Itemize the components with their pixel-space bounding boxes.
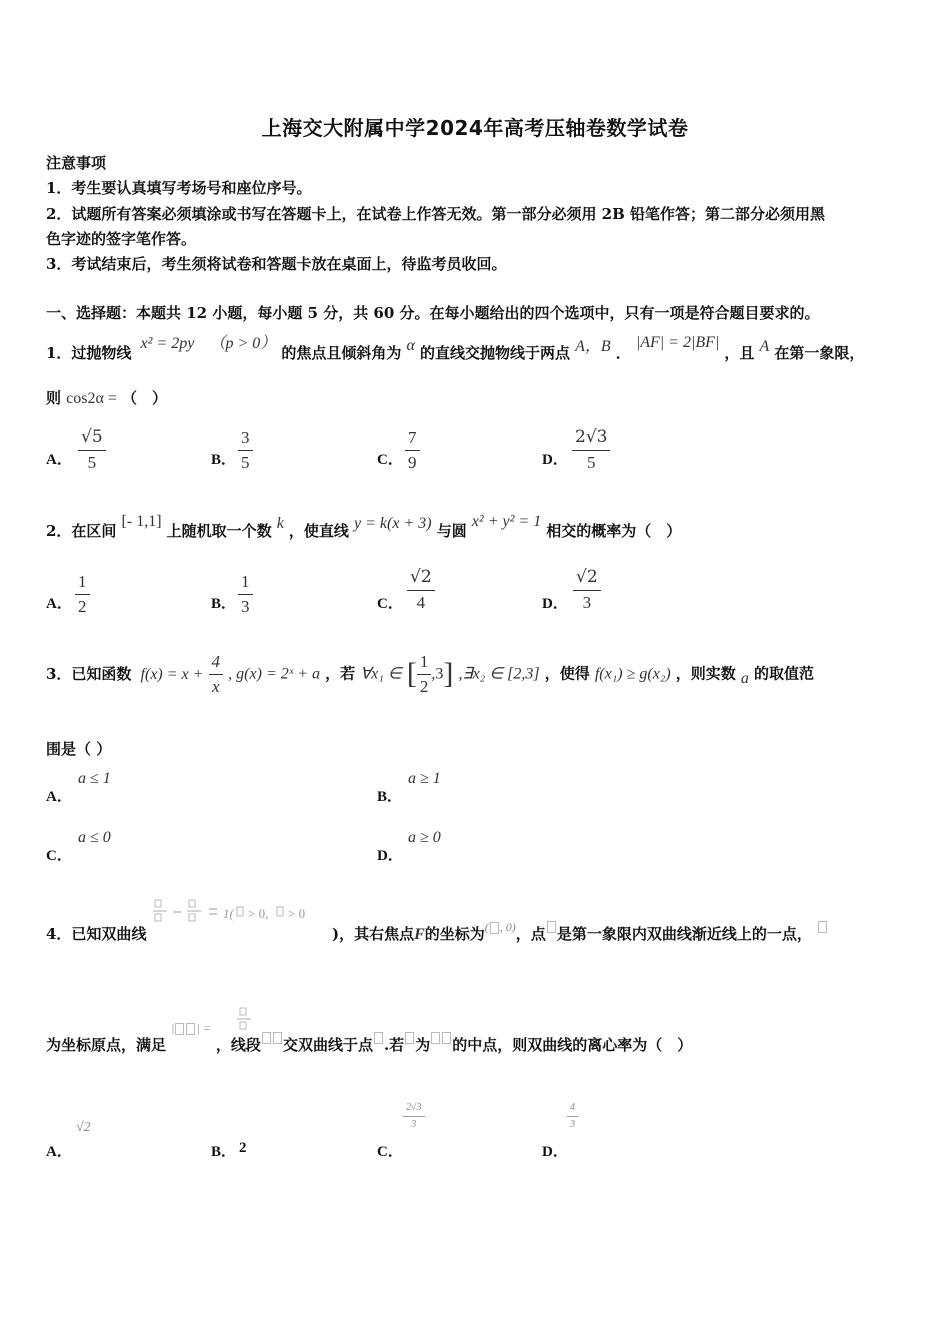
q4-text-6: 为坐标原点，满足 [46,1036,167,1054]
question-1-stem-cont [46,387,167,408]
q4-text-8: 交双曲线于点 [282,1036,373,1054]
question-4-stem-cont: 为坐标原点，满足 | | = ，线段 交双曲线于点 .若 为 的中点，则双曲线的离心率为（ ） [46,1021,693,1054]
q1-option-a[interactable] [78,428,106,472]
q4-text-10: 为 [415,1036,431,1054]
svg-text:> 0: > 0 [288,906,306,921]
q4-focus-f: F [414,926,425,943]
q3-option-d-label[interactable]: D． [377,848,403,864]
q1-option-d[interactable] [572,428,610,472]
q4-ratio-fraction [236,1007,252,1037]
q2-option-d[interactable] [573,568,601,612]
q1-text-5: 在第一象限， [774,344,865,362]
q2-line: y = k(x + 3) [354,515,432,532]
q4-text-3: 的坐标为 [424,925,485,943]
q1-option-d-den: 5 [586,452,596,472]
q4-text-1: 4．已知双曲线 [46,925,147,943]
q1-text-1: 1．过抛物线 [46,344,132,362]
q3-option-a[interactable]: a ≤ 1 [78,770,111,787]
q2-text-4: 与圆 [436,522,467,540]
q2-option-a-num: 1 [75,572,90,595]
q2-option-b-num: 1 [238,572,253,595]
q2-option-a[interactable] [75,572,90,616]
q4-text-7: ，线段 [215,1036,261,1054]
q2-option-c-label[interactable]: C． [377,596,403,612]
svg-text:1(: 1( [223,906,234,921]
q1-option-b[interactable] [238,428,253,472]
q1-paren: （ ） [121,389,167,407]
q1-parabola: x² = 2py [140,335,195,352]
q4-option-c[interactable] [403,1102,425,1130]
q2-option-a-label[interactable]: A． [46,596,72,612]
q3-a: a [740,669,749,687]
q2-k: k [276,515,284,532]
q1-alpha: α [406,337,415,354]
q3-text-3: ，使得 [544,664,590,683]
q2-interval: [- 1,1] [121,513,162,530]
q3-text-4: ，则实数 [675,664,736,683]
q4-option-b-label[interactable]: B． [211,1144,237,1160]
q1-condition-p: （p > 0） [209,335,277,352]
q4-option-b[interactable]: 2 [239,1140,247,1156]
q1-option-c-label[interactable]: C． [377,452,403,468]
q2-circle: x² + y² = 1 [471,513,542,530]
q1-option-b-num: 3 [238,428,253,451]
q1-af-condition: |AF| = 2|BF| [635,334,720,351]
page-title: 上海交大附属中学2024年高考压轴卷数学试卷 [261,116,689,140]
q2-text-1: 2．在区间 [46,522,117,540]
question-3-stem: 3．已知函数 f(x) = x + $\frac{4}{x}$ , g(x) = 2ˣ + a ，若 ∀x₁ ∈ [ $\frac{1}{2}$ ,3] ,∃x₂ ∈ [2,3] ，使得 f(x₁) ≥ g(x₂) ，则实数 a 的取值范 [46,652,815,696]
q1-option-a-num: √5 [78,428,106,451]
q2-option-b[interactable] [238,572,253,616]
hyperbola-formula-icon [153,899,333,927]
q2-option-b-den: 3 [241,596,250,616]
q1-text-3: 的直线交抛物线于两点 [419,344,570,362]
q4-text-11: 的中点，则双曲线的离心率为（ ） [452,1036,693,1054]
q4-text-2: )，其右焦点 [332,925,415,943]
q1-dot: ． [615,344,631,362]
q3-exists: ,∃x₂ ∈ [2,3] [458,665,540,683]
q1-text-6: 则 [46,389,62,407]
q3-text-5: 的取值范 [754,664,815,683]
svg-text:> 0,: > 0, [248,906,269,921]
q4-option-d[interactable] [567,1102,578,1130]
q4-option-c-num: 2√3 [403,1102,425,1117]
notice-item-2-cont: 色字迹的签字笔作答。 [46,230,197,248]
q4-text-5: 是第一象限内双曲线渐近线上的一点， [556,925,812,943]
q3-f-den: x [212,676,220,696]
q4-option-c-den: 3 [411,1118,417,1130]
q4-option-a[interactable]: √2 [76,1120,91,1135]
q1-option-b-den: 5 [241,452,250,472]
q4-text-9: .若 [383,1036,405,1054]
q3-inequality: f(x₁) ≥ g(x₂) [594,665,671,683]
section-heading: 一、选择题：本题共 12 小题，每小题 5 分，共 60 分。在每小题给出的四个选项中，只有一项是符合题目要求的。 [46,304,820,322]
q2-option-c-num: √2 [407,568,435,591]
notice-item-2: 2．试题所有答案必须填涂或书写在答题卡上，在试卷上作答无效。第一部分必须用 2B 铅笔作答；第二部分必须用黑 [46,205,826,223]
q1-text-2: 的焦点且倾斜角为 [281,344,402,362]
q1-option-c[interactable] [405,428,420,472]
q1-text-4: ，且 [724,344,755,362]
q4-option-c-label[interactable]: C． [377,1144,403,1160]
q1-option-a-label[interactable]: A． [46,452,72,468]
q3-text-2: ，若 [325,664,356,683]
q2-option-d-label[interactable]: D． [542,596,568,612]
q3-text-6: 围是（ ） [46,740,112,758]
q4-hyperbola-image [153,899,333,927]
q3-fx: f(x) = x + [140,665,204,683]
q2-text-3: ，使直线 [288,522,349,540]
q1-point-a: A [759,338,770,355]
q1-option-d-num: 2√3 [572,428,610,451]
q3-i-num: 1 [417,652,432,675]
fraction-placeholder-icon [236,1007,252,1033]
q3-gx: , g(x) = 2ˣ + a [228,665,321,683]
q4-text-4: ，点 [515,925,546,943]
q1-option-c-num: 7 [405,428,420,451]
q3-option-b[interactable]: a ≥ 1 [408,770,441,787]
q2-text-2: 上随机取一个数 [166,522,272,540]
notice-item-3: 3．考试结束后，考生须将试卷和答题卡放在桌面上，待监考员收回。 [46,255,507,273]
question-2-stem [46,510,682,540]
q1-option-c-den: 9 [408,452,417,472]
question-4-stem: )，其右焦点F的坐标为$^{( , 0)}$，点 是第一象限内双曲线渐近线上的一点， [332,923,828,944]
q2-option-c[interactable] [407,568,435,612]
q2-option-c-den: 4 [416,592,426,612]
q1-cos-expr: cos2α = [66,390,117,407]
notice-heading: 注意事项 [46,154,107,172]
q1-points: A，B [575,338,611,355]
q2-text-5: 相交的概率为（ ） [546,522,682,540]
notice-item-1: 1．考生要认真填写考场号和座位序号。 [46,179,312,197]
q2-option-b-label[interactable]: B． [211,596,237,612]
q1-option-b-label[interactable]: B． [211,452,237,468]
q3-option-a-label[interactable]: A． [46,789,72,805]
q2-option-d-den: 3 [582,592,592,612]
q3-option-c[interactable]: a ≤ 0 [78,829,111,846]
q4-option-d-num: 4 [567,1102,578,1117]
q4-option-d-label[interactable]: D． [542,1144,568,1160]
q2-option-a-den: 2 [78,596,87,616]
q3-option-b-label[interactable]: B． [377,789,403,805]
question-1-stem [46,332,865,362]
q3-i-den: 2 [419,676,429,696]
q1-option-d-label[interactable]: D． [542,452,568,468]
q3-text-1: 3．已知函数 [46,664,132,683]
q3-interval-end: ,3 [431,665,444,683]
q3-option-d[interactable]: a ≥ 0 [408,829,441,846]
q4-option-d-den: 3 [570,1118,575,1130]
q3-option-c-label[interactable]: C． [46,848,72,864]
q3-f-num: 4 [209,652,224,675]
q4-option-a-label[interactable]: A． [46,1144,72,1160]
q3-forall: ∀x₁ ∈ [360,665,402,683]
q1-option-a-den: 5 [87,452,97,472]
q2-option-d-num: √2 [573,568,601,591]
